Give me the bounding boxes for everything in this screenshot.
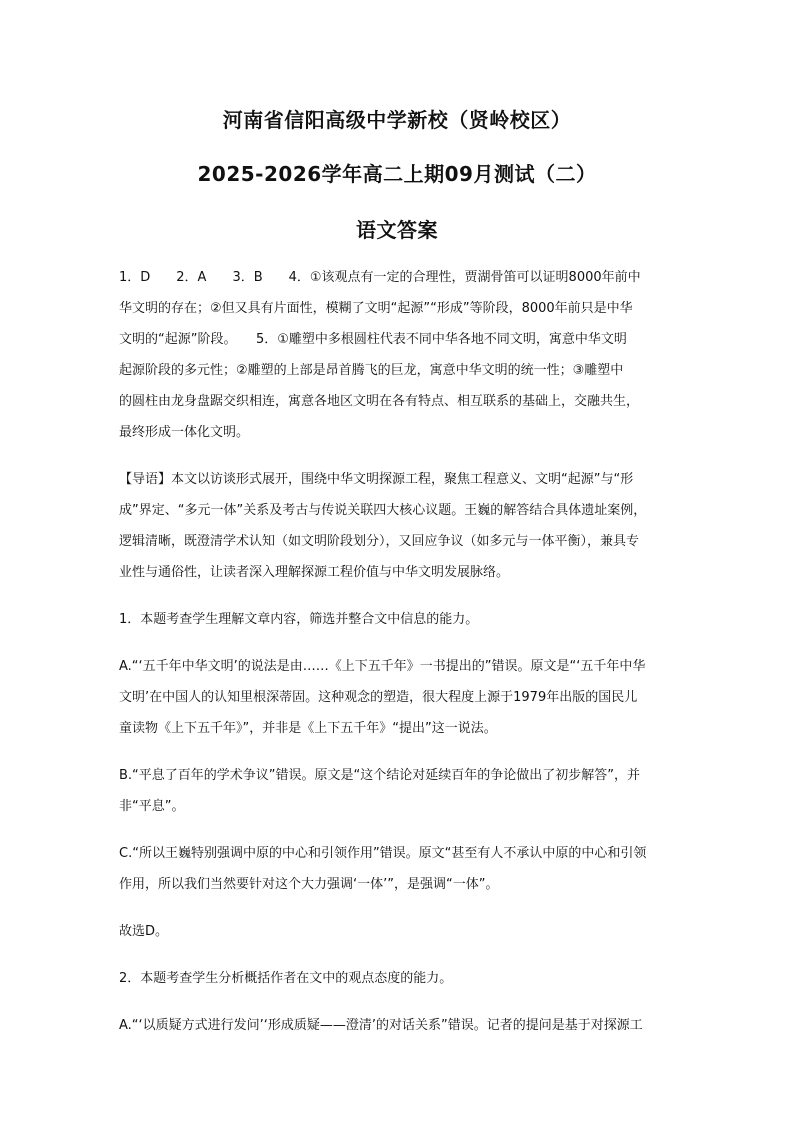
question-1-option-a: [119, 651, 679, 744]
text-line: A.“‘五千年中华文明’的说法是由……《上下五千年》一书提出的”错误。原文是“‘五千年中华: [119, 659, 646, 674]
answers-paragraph: [119, 262, 679, 448]
text-line: A.“‘以质疑方式进行发问’‘形成质疑——澄清’的对话关系”错误。记者的提问是基于对探源工: [119, 1018, 643, 1033]
question-2-option-a: [119, 1010, 679, 1041]
exam-title: 2025-2026学年高二上期09月测试（二）: [197, 162, 597, 186]
subject-title: 语文答案: [356, 218, 438, 242]
text-line: B.“平息了百年的学术争议”错误。原文是“这个结论对延续百年的争论做出了初步解答”，并: [119, 768, 640, 783]
text-line: 成”界定、“多元一体”关系及考古与传说关联四大核心议题。王巍的解答结合具体遗址案例，: [119, 503, 647, 518]
question-1-option-c: [119, 838, 679, 900]
text-line: C.“所以王巍特别强调中原的中心和引领作用”错误。原文“甚至有人不承认中原的中心和引领: [119, 846, 647, 861]
question-1-conclusion: 故选D。: [119, 924, 169, 939]
text-line: 业性与通俗性，让读者深入理解探源工程价值与中华文明发展脉络。: [119, 565, 510, 580]
text-line: 文明的“起源”阶段。 5．①雕塑中多根圆柱代表不同中华各地不同文明，寓意中华文明: [119, 332, 627, 347]
answer-body: [119, 262, 679, 1041]
text-line: 作用，所以我们当然要针对这个大力强调‘一体’”，是强调“一体”。: [119, 877, 499, 892]
text-line: 非“平息”。: [119, 799, 185, 814]
question-2-title: 2．本题考查学生分析概括作者在文中的观点态度的能力。: [119, 971, 453, 986]
text-line: 的圆柱由龙身盘踞交织相连，寓意各地区文明在各有特点、相互联系的基础上，交融共生，: [119, 394, 640, 409]
text-line: 【导语】本文以访谈形式展开，围绕中华文明探源工程，聚焦工程意义、文明“起源”与“形: [119, 472, 634, 487]
text-line: 文明’在中国人的认知里根深蒂固。这种观念的塑造，很大程度上源于1979年出版的国民儿: [119, 690, 638, 705]
text-line: 华文明的存在；②但又具有片面性，模糊了文明“起源”“形成”等阶段，8000年前只是中华: [119, 301, 633, 316]
guide-paragraph: [119, 464, 679, 588]
question-1-option-b: [119, 760, 679, 822]
school-title: 河南省信阳高级中学新校（贤岭校区）: [222, 108, 572, 132]
text-line: 起源阶段的多元性；②雕塑的上部是昂首腾飞的巨龙，寓意中华文明的统一性；③雕塑中: [119, 363, 624, 378]
text-line: 1．D 2．A 3．B 4．①该观点有一定的合理性，贾湖骨笛可以证明8000年前中: [119, 270, 641, 285]
text-line: 童读物《上下五千年》”，并非是《上下五千年》“提出”这一说法。: [119, 721, 497, 736]
question-1-title: 1．本题考查学生理解文章内容，筛选并整合文中信息的能力。: [119, 612, 479, 627]
text-line: 逻辑清晰，既澄清学术认知（如文明阶段划分），又回应争议（如多元与一体平衡），兼具专: [119, 534, 640, 549]
text-line: 最终形成一体化文明。: [119, 425, 250, 440]
